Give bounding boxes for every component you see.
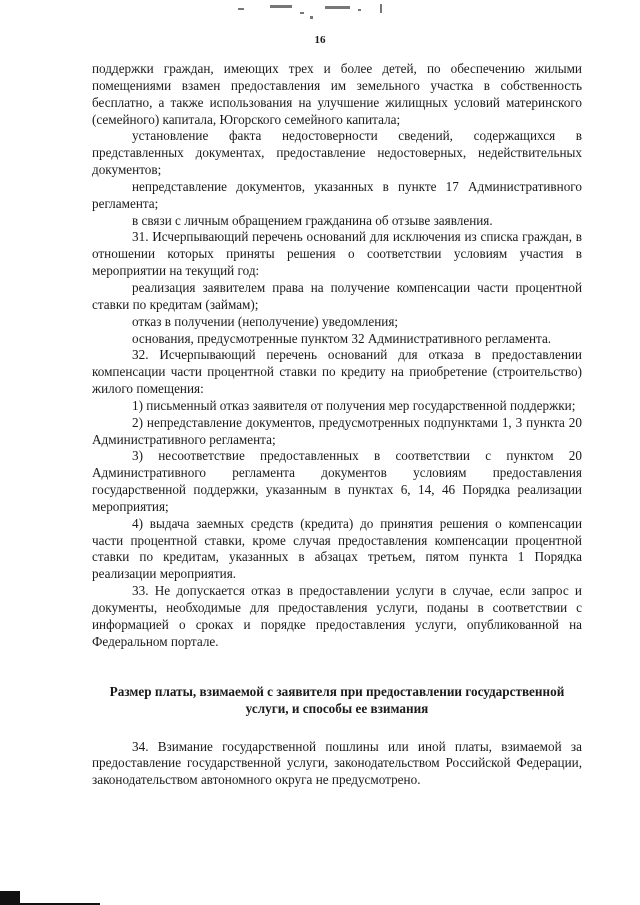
paragraph: 31. Исчерпывающий перечень оснований для исключения из списка граждан, в отношении которых приняты решения о соответствии условиям участия в мероприятии на текущий год:: [92, 229, 582, 279]
paragraph: 33. Не допускается отказ в предоставлении услуги в случае, если запрос и документы, необходимые для предоставления услуги, поданы в соответствии с информацией о сроках и порядке предоставления услуги, опубликованной на Федеральном портале.: [92, 583, 582, 649]
paragraph: 4) выдача заемных средств (кредита) до принятия решения о компенсации части процентной ставки, кроме случая предоставления компенсации процентной ставки по кредитам, указанных в абзацах третьем, пятом пункта 1 Порядка реализации мероприятия.: [92, 515, 582, 582]
scan-artifact: [230, 0, 410, 22]
paragraph: 2) непредставление документов, предусмотренных подпунктами 1, 3 пункта 20 Административного регламента;: [92, 414, 582, 447]
page-number: 16: [314, 34, 326, 46]
paragraph: реализация заявителем права на получение компенсации части процентной ставки по кредитам (займам);: [92, 279, 582, 312]
paragraph: непредставление документов, указанных в пункте 17 Административного регламента;: [92, 178, 582, 211]
paragraph: 1) письменный отказ заявителя от получения мер государственной поддержки;: [132, 397, 576, 413]
document-body: [92, 61, 582, 789]
paragraph: 32. Исчерпывающий перечень оснований для отказа в предоставлении компенсации части процентной ставки по кредиту на приобретение (строительство) жилого помещения:: [92, 347, 582, 397]
paragraph: 3) несоответствие предоставленных в соответствии с пунктом 20 Административного регламента документов условиям предоставления государственной поддержки, указанным в пунктах 6, 14, 46 Порядка реализации мероприятия;: [92, 448, 582, 514]
paragraph: отказ в получении (неполучение) уведомления;: [132, 313, 399, 329]
paragraph: поддержки граждан, имеющих трех и более детей, по обеспечению жилыми помещениями взамен предоставления им земельного участка в собственность бесплатно, а также использования на улучшение жилищных условий материнского (семейного) капитала, Югорского семейного капитала;: [92, 61, 582, 127]
paragraph: в связи с личным обращением гражданина об отзыве заявления.: [132, 212, 493, 228]
closing-paragraph: 34. Взимание государственной пошлины или иной платы, взимаемой за предоставление государственной услуги, законодательством Российской Федерации, законодательством автономного округа не предусмотрено.: [92, 738, 582, 788]
section-heading: Размер платы, взимаемой с заявителя при предоставлении государственной услуги, и способы ее взимания: [109, 683, 565, 716]
paragraph: основания, предусмотренные пунктом 32 Административного регламента.: [132, 330, 552, 346]
paragraph: установление факта недостоверности сведений, содержащихся в представленных документах, предоставление недостоверных, недействительных документов;: [92, 128, 582, 178]
